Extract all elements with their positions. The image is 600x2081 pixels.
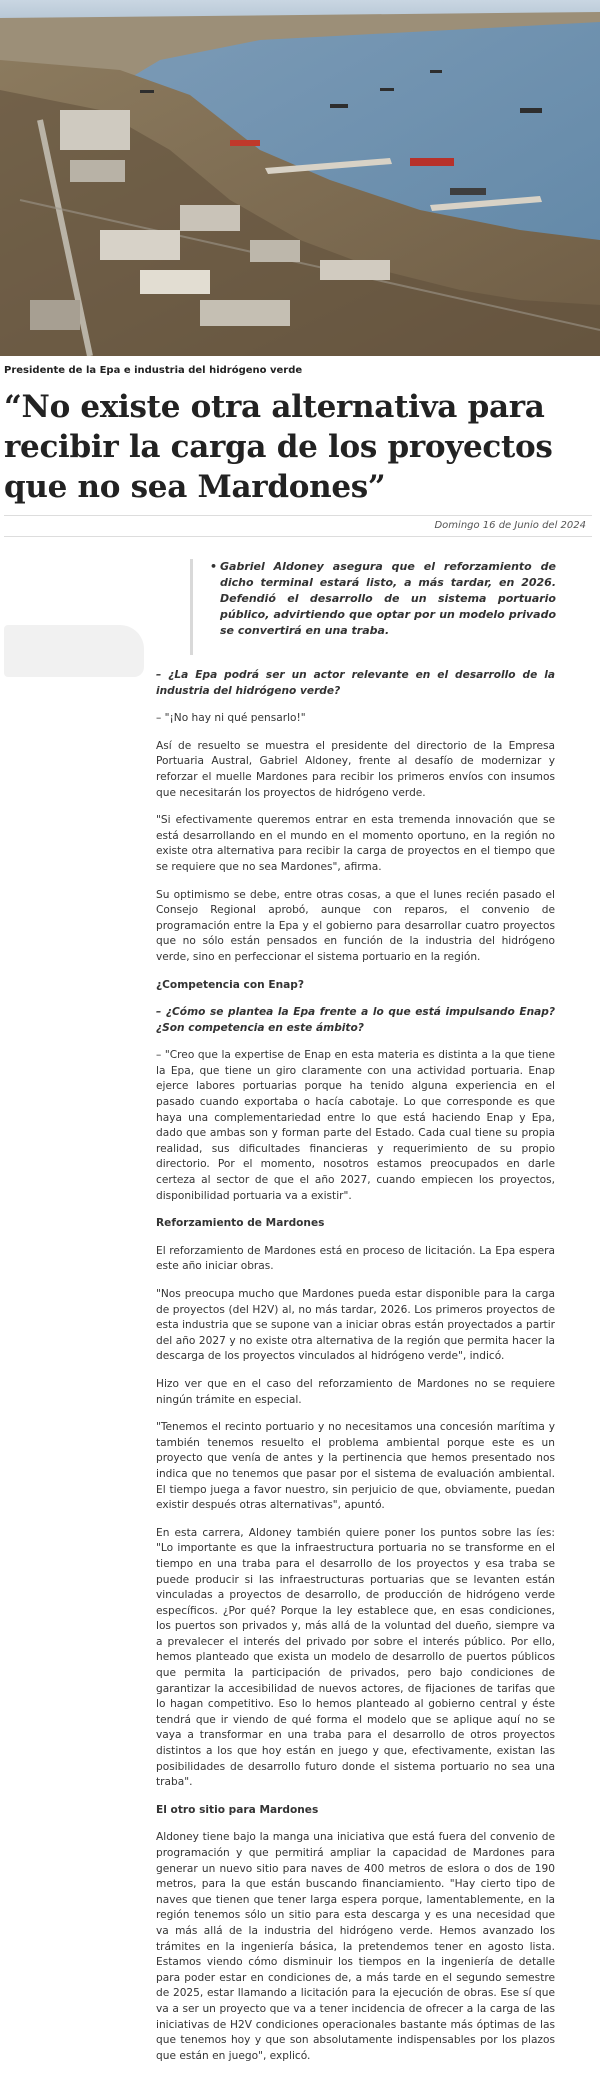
article-body [156, 668, 555, 2076]
paragraph-1: Así de resuelto se muestra el presidente del directorio de la Empresa Portuaria Austral, Gabriel Aldoney, frente al desafío de modernizar y reforzar el muelle Mardones para recibir los primeros envíos con insumos que necesitarán los proyectos de hidrógeno verde. [156, 739, 555, 799]
paragraph-6: "Nos preocupa mucho que Mardones pueda estar disponible para la carga de proyectos (del H2V) al, no más tardar, 2026. Los primeros proyectos de esta industria que se supone van a iniciar obras están proyectados a partir del año 2027 y no existe otra alternativa de la región que permita hacer la descarga de los proyectos vinculados al hidrógeno verde", indicó. [156, 1288, 555, 1363]
lead-list [220, 559, 556, 639]
paragraph-9: En esta carrera, Aldoney también quiere poner los puntos sobre las íes: "Lo importante es que la infraestructura portuaria no se transforme en el tiempo en una traba para el desarrollo de los proyectos y esa traba se puede producir si las infraestructuras portuarias que se levanten están vinculadas a proyectos de desarrollo, de producción de hidrógeno verde específicos. ¿Por qué? Porque la ley establece que, en esas condiciones, los puertos son privados y, más allá de la voluntad del dueño, siempre va a prevalecer el interés del privado por sobre el interés público. Por ello, hemos planteado que exista un modelo de desarrollo de puertos públicos que permita la participación de privados, pero bajo condiciones de garantizar la accesibilidad de nuevos actores, de fijaciones de tarifas que lo hagan competitivo. Eso lo hemos planteado al gobierno central y éste tendrá que ir viendo de qué forma el modelo que se aplique aquí no se vaya a transformar en una traba para el desarrollo de otros proyectos distintos a los que hoy están en juego y que, efectivamente, existan las posibilidades de desarrollo futuro donde el sistema portuario no sea una traba". [156, 1526, 555, 1789]
paragraph-3: Su optimismo se debe, entre otras cosas, a que el lunes recién pasado el Consejo Regional aprobó, aunque con reparos, el convenio de programación entre la Epa y el gobierno para desarrollar cuatro proyectos que no sólo están pensados en función de la industria del hidrógeno verde, sino en perfeccionar el sistema portuario en la región. [156, 888, 555, 963]
lead-bullet: • Gabriel Aldoney asegura que el reforzamiento de dicho terminal estará listo, a más tardar, en 2026. Defendió el desarrollo de un sistema portuario público, advirtiendo que optar por un modelo privado se convertirá en una traba. [220, 559, 556, 639]
subheading-enap: ¿Competencia con Enap? [156, 978, 304, 991]
paragraph-7: Hizo ver que en el caso del reforzamiento de Mardones no se requiere ningún trámite en especial. [156, 1377, 555, 1406]
question-2: – ¿Cómo se plantea la Epa frente a lo que está impulsando Enap? ¿Son competencia en este ámbito? [156, 1006, 555, 1034]
placeholder-shape [4, 625, 144, 677]
paragraph-4: – "Creo que la expertise de Enap en esta materia es distinta a la que tiene la Epa, que tiene un giro claramente con una actividad portuaria. Enap ejerce labores portuarias porque ha tenido alguna experiencia en el pasado cuando exportaba o hacía cabotaje. Lo que corresponde es que haya una complementariedad entre lo que está haciendo Enap y Epa, dado que ambas son y forman parte del Estado. Cada cual tiene su propia realidad, sus dificultades financieras y requerimiento de su propio directorio. Por el momento, nosotros estamos preocupados en darle certeza al sector de que el año 2027, cuando empiecen los proyectos, disponibilidad portuaria va a existir". [156, 1049, 555, 1202]
subheading-otro-sitio: El otro sitio para Mardones [156, 1803, 319, 1816]
lead-divider [190, 559, 193, 655]
paragraph-8: "Tenemos el recinto portuario y no necesitamos una concesión marítima y también tenemos resuelto el problema ambiental porque este es un proyecto que venía de antes y la pertinencia que hemos presentado nos indica que no tenemos que pasar por el sistema de evaluación ambiental. El tiempo juega a favor nuestro, sin perjuicio de que, obviamente, puedan existir después otras alternativas", apuntó. [156, 1421, 555, 1512]
article-kicker: Presidente de la Epa e industria del hidrógeno verde [4, 365, 303, 376]
paragraph-5: El reforzamiento de Mardones está en proceso de licitación. La Epa espera este año iniciar obras. [156, 1244, 555, 1273]
subheading-reforzamiento: Reforzamiento de Mardones [156, 1217, 325, 1230]
answer-1: – "¡No hay ni qué pensarlo!" [156, 712, 306, 725]
aerial-port-image [0, 0, 600, 356]
article-date: Domingo 16 de Junio del 2024 [4, 515, 592, 537]
article-headline: “No existe otra alternativa para recibir la carga de los proyectos que no sea Mardones” [4, 389, 553, 505]
hero-photo [0, 0, 600, 356]
paragraph-10: Aldoney tiene bajo la manga una iniciativa que está fuera del convenio de programación y que permitirá ampliar la capacidad de Mardones para generar un nuevo sitio para naves de 400 metros de eslora o dos de 190 metros, para la que están buscando financiamiento. "Hay cierto tipo de naves que tienen que tener larga espera porque, lamentablemente, en la región tenemos sólo un sitio para esta descarga y es una necesidad que va más allá de la industria del hidrógeno verde. Hemos avanzado los trámites en la ingeniería básica, la pretendemos tener en agosto lista. Estamos viendo cómo disminuir los tiempos en la ingeniería de detalle para poder estar en condiciones de, a más tarde en el segundo semestre de 2025, estar llamando a licitación para la ejecución de obras. Ese sí que va a ser un proyecto que va a tener incidencia de ofrecer a la carga de las iniciativas de H2V condiciones operacionales bastante más óptimas de las que tenemos hoy y que son absolutamente indispensables por los plazos que están en juego", explicó. [156, 1831, 555, 2062]
question-1: – ¿La Epa podrá ser un actor relevante en el desarrollo de la industria del hidrógeno verde? [156, 669, 555, 697]
paragraph-2: "Si efectivamente queremos entrar en esta tremenda innovación que se está desarrollando en el mundo en el momento oportuno, en la región no existe otra alternativa para recibir la carga de proyectos en el tiempo que se requiere que no sea Mardones", afirma. [156, 814, 555, 873]
